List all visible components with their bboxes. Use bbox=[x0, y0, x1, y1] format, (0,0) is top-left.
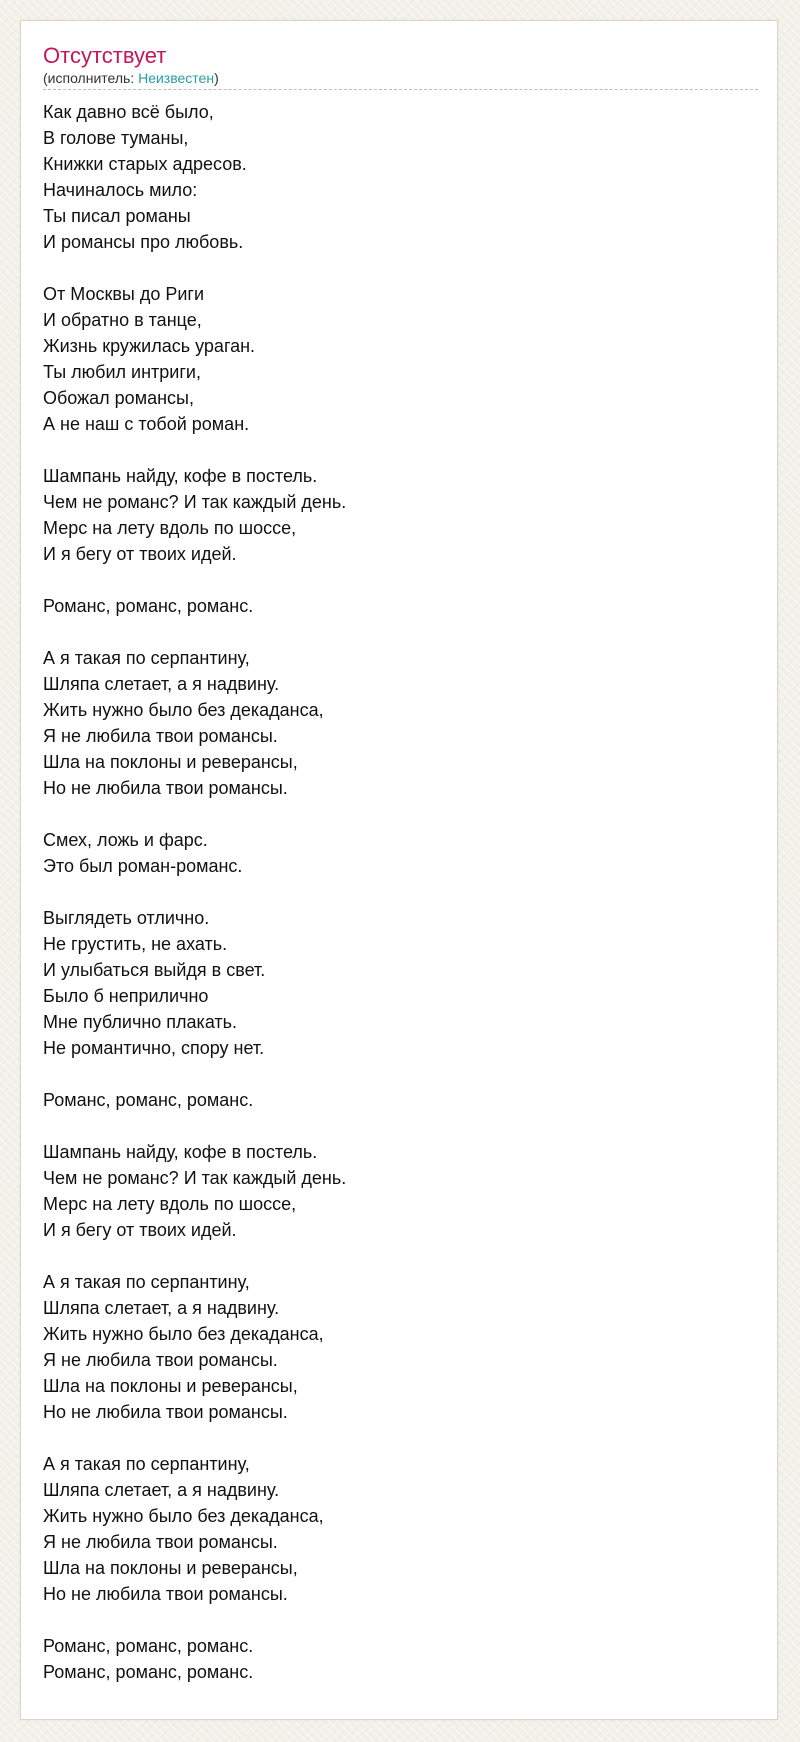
lyrics-line: Ты писал романы bbox=[43, 206, 191, 226]
lyrics-line: Жить нужно было без декаданса, bbox=[43, 1506, 324, 1526]
lyrics-line: Жить нужно было без декаданса, bbox=[43, 700, 324, 720]
lyrics-line: Романс, романс, романс. bbox=[43, 1090, 254, 1110]
lyrics-line: Но не любила твои романсы. bbox=[43, 778, 288, 798]
lyrics-line: Жить нужно было без декаданса, bbox=[43, 1324, 324, 1344]
artist-line bbox=[43, 69, 758, 90]
lyrics-line: И я бегу от твоих идей. bbox=[43, 1220, 237, 1240]
artist-suffix: ) bbox=[214, 70, 219, 86]
lyrics-line: И романсы про любовь. bbox=[43, 232, 244, 252]
lyrics-line: Смех, ложь и фарс. bbox=[43, 830, 208, 850]
lyrics-line: А я такая по серпантину, bbox=[43, 1272, 250, 1292]
lyrics-line: Я не любила твои романсы. bbox=[43, 1350, 278, 1370]
lyrics-stanza bbox=[43, 463, 755, 567]
lyrics-line: Я не любила твои романсы. bbox=[43, 1532, 278, 1552]
lyrics-line: И улыбаться выйдя в свет. bbox=[43, 960, 266, 980]
lyrics-line: Романс, романс, романс. bbox=[43, 1662, 254, 1682]
lyrics-stanza bbox=[43, 99, 755, 255]
song-title: Отсутствует bbox=[43, 43, 167, 68]
lyrics-line: Шляпа слетает, а я надвину. bbox=[43, 1480, 280, 1500]
lyrics-line: А не наш с тобой роман. bbox=[43, 414, 250, 434]
lyrics-line: А я такая по серпантину, bbox=[43, 1454, 250, 1474]
lyrics-line: Книжки старых адресов. bbox=[43, 154, 247, 174]
lyrics-line: Но не любила твои романсы. bbox=[43, 1402, 288, 1422]
lyrics-stanza bbox=[43, 1087, 755, 1113]
lyrics-line: Было б неприлично bbox=[43, 986, 209, 1006]
lyrics-stanza bbox=[43, 1269, 755, 1425]
lyrics-stanza bbox=[43, 827, 755, 879]
lyrics-stanza bbox=[43, 645, 755, 801]
lyrics-line: И я бегу от твоих идей. bbox=[43, 544, 237, 564]
lyrics-line: От Москвы до Риги bbox=[43, 284, 205, 304]
lyrics-card bbox=[20, 20, 778, 1720]
lyrics-line: Ты любил интриги, bbox=[43, 362, 201, 382]
lyrics-stanza bbox=[43, 281, 755, 437]
lyrics-line: Романс, романс, романс. bbox=[43, 1636, 254, 1656]
lyrics-line: Мерс на лету вдоль по шоссе, bbox=[43, 1194, 297, 1214]
lyrics-line: Мерс на лету вдоль по шоссе, bbox=[43, 518, 297, 538]
lyrics-line: Чем не романс? И так каждый день. bbox=[43, 1168, 347, 1188]
lyrics-line: Начиналось мило: bbox=[43, 180, 198, 200]
lyrics-line: Я не любила твои романсы. bbox=[43, 726, 278, 746]
lyrics-stanza bbox=[43, 1633, 755, 1685]
lyrics-line: Шла на поклоны и реверансы, bbox=[43, 1558, 298, 1578]
lyrics-line: Но не любила твои романсы. bbox=[43, 1584, 288, 1604]
lyrics-line: Не романтично, спору нет. bbox=[43, 1038, 265, 1058]
lyrics-line: Не грустить, не ахать. bbox=[43, 934, 228, 954]
lyrics-text bbox=[43, 99, 755, 1685]
lyrics-line: В голове туманы, bbox=[43, 128, 189, 148]
lyrics-line: Шляпа слетает, а я надвину. bbox=[43, 1298, 280, 1318]
lyrics-line: Как давно всё было, bbox=[43, 102, 214, 122]
lyrics-line: Шампань найду, кофе в постель. bbox=[43, 1142, 318, 1162]
lyrics-stanza bbox=[43, 905, 755, 1061]
lyrics-stanza bbox=[43, 1139, 755, 1243]
lyrics-line: Шляпа слетает, а я надвину. bbox=[43, 674, 280, 694]
lyrics-line: Это был роман-романс. bbox=[43, 856, 243, 876]
lyrics-line: Обожал романсы, bbox=[43, 388, 194, 408]
lyrics-line: А я такая по серпантину, bbox=[43, 648, 250, 668]
lyrics-line: Романс, романс, романс. bbox=[43, 596, 254, 616]
lyrics-stanza bbox=[43, 1451, 755, 1607]
lyrics-line: Шла на поклоны и реверансы, bbox=[43, 752, 298, 772]
lyrics-line: Выглядеть отлично. bbox=[43, 908, 210, 928]
lyrics-stanza bbox=[43, 593, 755, 619]
lyrics-line: Мне публично плакать. bbox=[43, 1012, 238, 1032]
lyrics-line: Жизнь кружилась ураган. bbox=[43, 336, 256, 356]
lyrics-line: И обратно в танце, bbox=[43, 310, 202, 330]
lyrics-line: Шампань найду, кофе в постель. bbox=[43, 466, 318, 486]
artist-prefix: (исполнитель: bbox=[43, 70, 139, 86]
lyrics-line: Чем не романс? И так каждый день. bbox=[43, 492, 347, 512]
lyrics-line: Шла на поклоны и реверансы, bbox=[43, 1376, 298, 1396]
artist-link[interactable]: Неизвестен bbox=[138, 70, 215, 86]
